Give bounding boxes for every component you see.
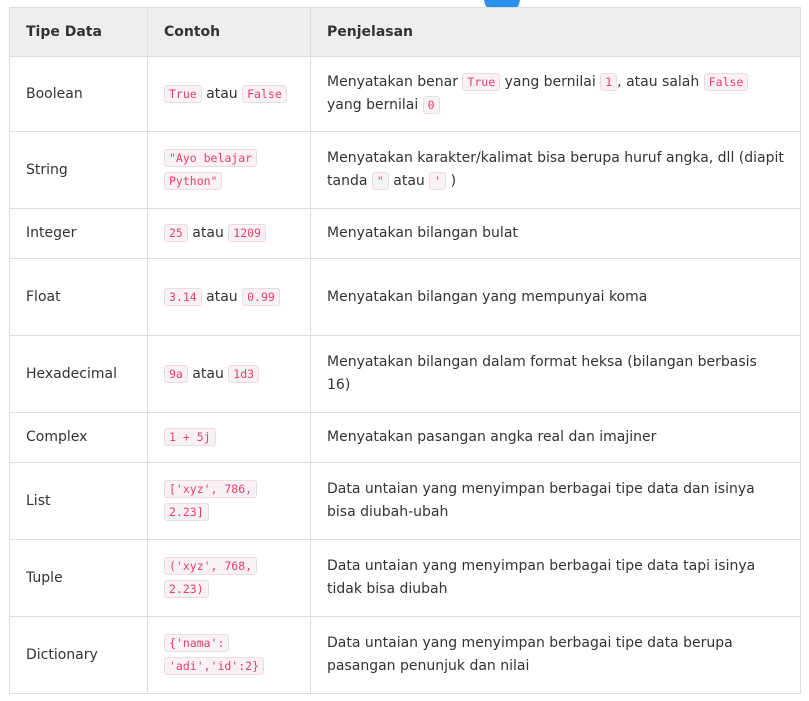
- cell-type: Integer: [10, 209, 148, 259]
- table-row: [10, 617, 801, 694]
- header-penjelasan: Penjelasan: [311, 8, 801, 57]
- table-row: [10, 57, 801, 132]
- table-row: [10, 463, 801, 540]
- cell-example: [148, 463, 311, 540]
- inline-text: yang bernilai: [327, 97, 423, 113]
- cell-example: [148, 209, 311, 259]
- inline-code: {'nama': 'adi','id':2}: [164, 634, 264, 675]
- inline-code: 1209: [228, 224, 266, 242]
- cell-explanation: [311, 463, 801, 540]
- cell-type: Float: [10, 259, 148, 336]
- inline-text: Menyatakan pasangan angka real dan imajiner: [327, 429, 657, 445]
- cell-type: Dictionary: [10, 617, 148, 694]
- inline-code: 0.99: [242, 288, 280, 306]
- cell-type: Hexadecimal: [10, 336, 148, 413]
- cell-type: Boolean: [10, 57, 148, 132]
- cell-example: [148, 57, 311, 132]
- cell-example: [148, 413, 311, 463]
- cell-type: String: [10, 132, 148, 209]
- cell-type: List: [10, 463, 148, 540]
- inline-text: yang bernilai: [500, 74, 601, 90]
- table-row: [10, 413, 801, 463]
- cell-type: Complex: [10, 413, 148, 463]
- cell-example: [148, 336, 311, 413]
- inline-code: True: [462, 73, 500, 91]
- inline-code: True: [164, 85, 202, 103]
- table-row: [10, 132, 801, 209]
- inline-text: atau: [187, 225, 229, 241]
- cell-example: [148, 259, 311, 336]
- table-row: [10, 336, 801, 413]
- cell-example: [148, 132, 311, 209]
- inline-code: ['xyz', 786, 2.23]: [164, 480, 257, 521]
- inline-text: Menyatakan bilangan bulat: [327, 225, 518, 241]
- inline-text: Menyatakan bilangan dalam format heksa (bilangan berbasis 16): [327, 354, 757, 393]
- table-row: [10, 209, 801, 259]
- table-row: [10, 540, 801, 617]
- cell-explanation: [311, 259, 801, 336]
- inline-code: ('xyz', 768, 2.23): [164, 557, 257, 598]
- inline-code: 3.14: [164, 288, 202, 306]
- inline-text: atau: [201, 288, 243, 305]
- inline-text: , atau salah: [617, 74, 704, 90]
- cell-explanation: [311, 413, 801, 463]
- inline-code: 25: [164, 224, 188, 242]
- cell-explanation: [311, 209, 801, 259]
- inline-text: ): [446, 173, 457, 189]
- table-body: [10, 57, 801, 694]
- cell-explanation: [311, 132, 801, 209]
- cell-explanation: [311, 540, 801, 617]
- inline-code: "Ayo belajar Python": [164, 149, 257, 190]
- table-header-row: [10, 8, 801, 57]
- inline-code: 1 + 5j: [164, 428, 216, 446]
- cell-explanation: [311, 336, 801, 413]
- header-contoh: Contoh: [148, 8, 311, 57]
- header-tipe-data: Tipe Data: [10, 8, 148, 57]
- inline-text: Menyatakan bilangan yang mempunyai koma: [327, 288, 648, 305]
- inline-text: Menyatakan karakter/kalimat bisa berupa huruf angka, dll (diapit tanda: [327, 150, 784, 189]
- cell-example: [148, 540, 311, 617]
- inline-text: Data untaian yang menyimpan berbagai tipe data berupa pasangan penunjuk dan nilai: [327, 635, 733, 674]
- inline-code: 1d3: [228, 365, 259, 383]
- data-types-table: [9, 7, 801, 694]
- inline-code: False: [704, 73, 749, 91]
- inline-text: Menyatakan benar: [327, 74, 463, 90]
- inline-text: Data untaian yang menyimpan berbagai tipe data tapi isinya tidak bisa diubah: [327, 558, 756, 597]
- inline-text: atau: [388, 173, 430, 189]
- inline-text: atau: [201, 85, 243, 102]
- table-row: [10, 259, 801, 336]
- inline-code: ": [372, 172, 389, 190]
- cell-explanation: [311, 617, 801, 694]
- inline-code: ': [429, 172, 446, 190]
- cell-type: Tuple: [10, 540, 148, 617]
- inline-code: 0: [423, 96, 440, 114]
- inline-code: False: [242, 85, 287, 103]
- inline-text: atau: [187, 365, 229, 382]
- inline-code: 1: [600, 73, 617, 91]
- inline-text: Data untaian yang menyimpan berbagai tipe data dan isinya bisa diubah-ubah: [327, 481, 755, 520]
- cell-example: [148, 617, 311, 694]
- inline-code: 9a: [164, 365, 188, 383]
- cell-explanation: [311, 57, 801, 132]
